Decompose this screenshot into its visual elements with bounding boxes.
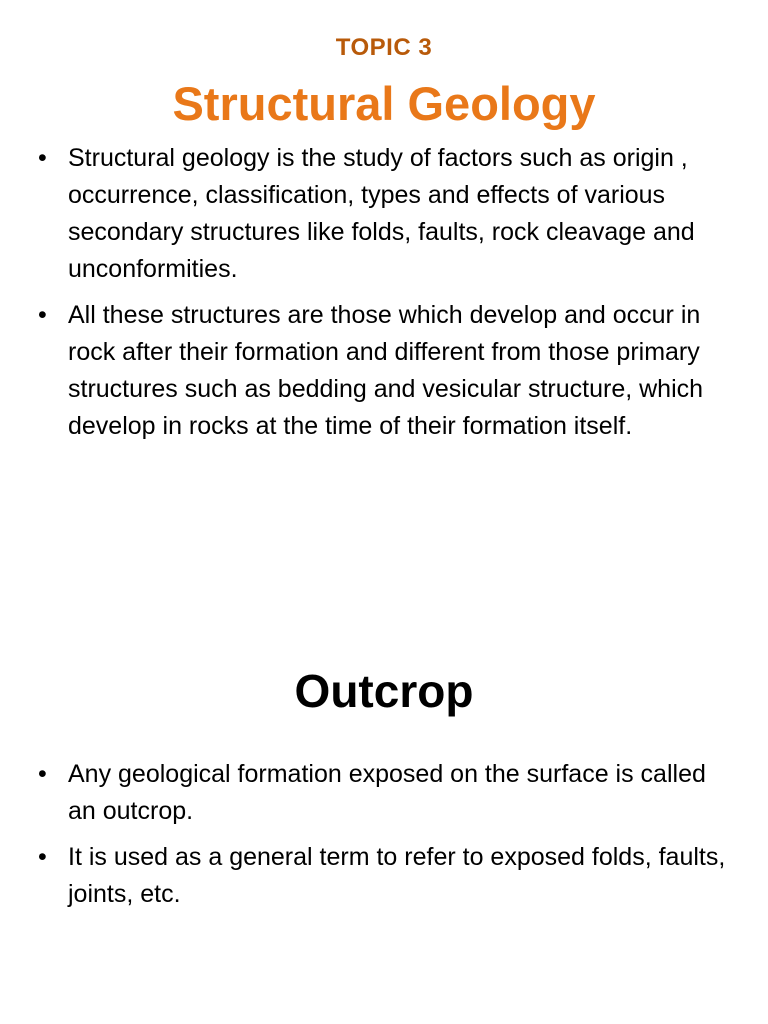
- bullet-icon: •: [38, 301, 47, 329]
- bullet-icon: •: [38, 144, 47, 172]
- bullet-icon: •: [38, 760, 47, 788]
- slide-title: Outcrop: [294, 665, 474, 717]
- slide-title: Structural Geology: [172, 77, 596, 130]
- bullet-item: [38, 297, 728, 445]
- slide-outcrop: [0, 512, 768, 1024]
- bullet-text: Structural geology is the study of factors such as origin , occurrence, classification, types and effects of various secondary structures like folds, faults, rock cleavage and unconformities.: [68, 144, 695, 283]
- bullet-text: Any geological formation exposed on the surface is called an outcrop.: [68, 760, 706, 825]
- bullet-list: [38, 756, 728, 922]
- bullet-text: It is used as a general term to refer to exposed folds, faults, joints, etc.: [68, 843, 726, 908]
- bullet-icon: •: [38, 843, 47, 871]
- bullet-item: [38, 839, 728, 913]
- bullet-text: All these structures are those which develop and occur in rock after their formation and different from those primary structures such as bedding and vesicular structure, which develop in rocks at the time of their formation itself.: [68, 301, 704, 440]
- topic-label: TOPIC 3: [335, 34, 433, 61]
- bullet-item: [38, 756, 728, 830]
- bullet-list: [38, 140, 728, 454]
- bullet-item: [38, 140, 728, 288]
